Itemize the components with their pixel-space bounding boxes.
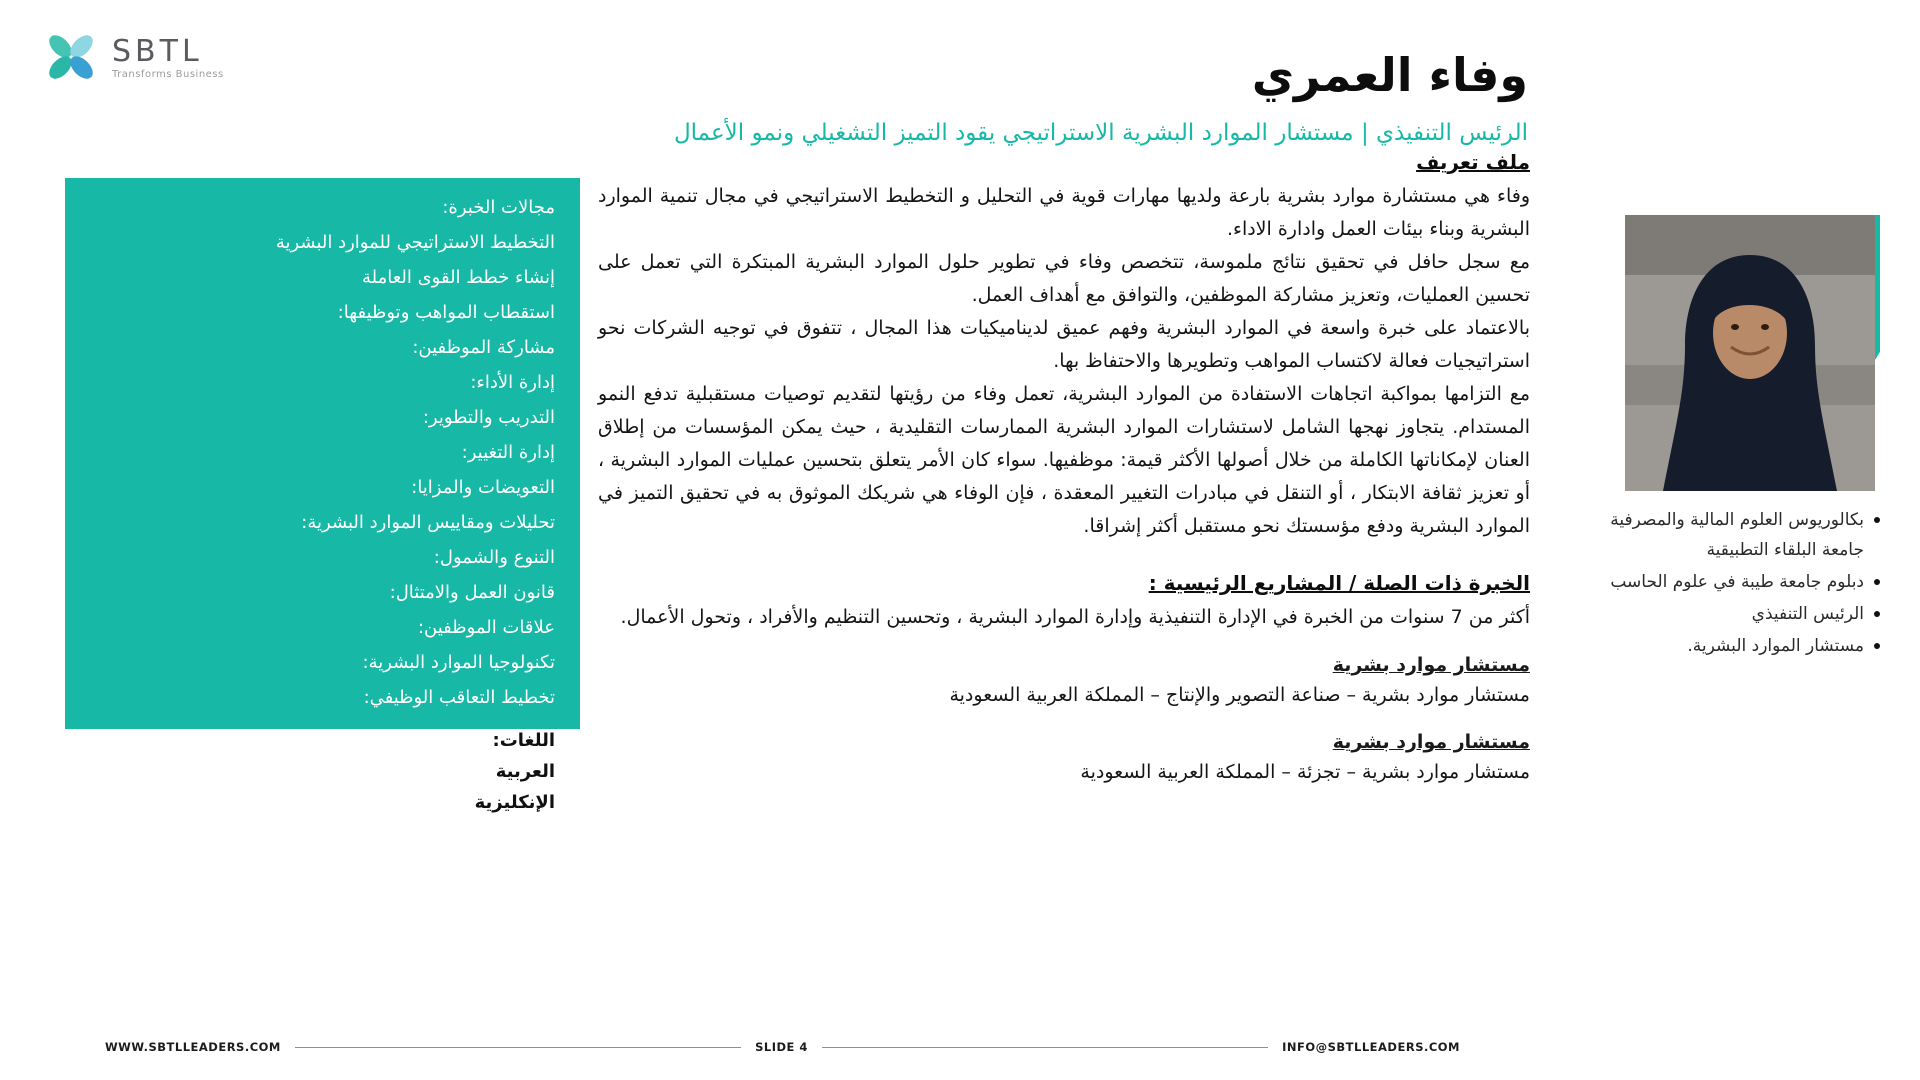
job-subtitle: الرئيس التنفيذي | مستشار الموارد البشرية الاستراتيجي يقود التميز التشغيلي ونمو الأعمال — [673, 120, 1528, 146]
main-content — [598, 150, 1530, 788]
expertise-item: التعويضات والمزايا: — [411, 477, 555, 498]
expertise-item: التنوع والشمول: — [433, 547, 555, 568]
bullet-icon — [1874, 643, 1880, 649]
expertise-item: تكنولوجيا الموارد البشرية: — [362, 652, 555, 673]
profile-paragraph: وفاء هي مستشارة موارد بشرية بارعة ولديها مهارات قوية في التحليل و التخطيط الاستراتيجي في مجال تنمية الموارد البشرية وبناء بيئات العمل وادارة الاداء. — [598, 185, 1530, 240]
footer — [105, 1040, 1460, 1054]
expertise-item: التدريب والتطوير: — [422, 407, 555, 428]
bullet-icon — [1874, 579, 1880, 585]
expertise-item: تحليلات ومقاييس الموارد البشرية: — [301, 512, 555, 533]
education-text: مستشار الموارد البشرية. — [1687, 636, 1864, 656]
education-text: بكالوريوس العلوم المالية والمصرفية جامعة البلقاء التطبيقية — [1610, 510, 1864, 560]
language-item: العربية — [495, 761, 555, 782]
education-text: الرئيس التنفيذي — [1751, 604, 1864, 624]
expertise-item: مشاركة الموظفين: — [412, 337, 555, 358]
languages-label: اللغات: — [492, 730, 555, 751]
logo-tagline: Transforms Business — [112, 69, 224, 80]
profile-paragraph: بالاعتماد على خبرة واسعة في الموارد البشرية وفهم عميق لديناميكيات هذا المجال ، تتفوق في توجيه الشركات نحو استراتيجيات فعالة لاكتساب المواهب وتطويرها والاحتفاظ بها. — [598, 317, 1530, 372]
sbtl-logo-icon — [40, 26, 102, 88]
role-detail: مستشار موارد بشرية – تجزئة – المملكة العربية السعودية — [1080, 761, 1530, 783]
role-detail: مستشار موارد بشرية – صناعة التصوير والإنتاج – المملكة العربية السعودية — [949, 684, 1530, 706]
expertise-item: علاقات الموظفين: — [417, 617, 555, 638]
profile-heading: ملف تعريف — [1416, 150, 1530, 174]
language-item: الإنكليزية — [474, 792, 555, 813]
role-title: مستشار موارد بشرية — [1332, 654, 1530, 676]
footer-email: INFO@SBTLLEADERS.COM — [1282, 1040, 1461, 1054]
profile-paragraph: مع التزامها بمواكبة اتجاهات الاستفادة من الموارد البشرية، تعمل وفاء من رؤيتها لتقديم توصيات مستقبلية تدفع النمو المستدام. يتجاوز نهجها الشامل لاستشارات الموارد البشرية الممارسات التقليدية ، حيث يمكن المؤسسات من إطلاق العنان لإمكاناتها الكاملة من خلال أصولها الأكثر قيمة: موظفيها. سواء كان الأمر يتعلق بتحسين عمليات الموارد البشرية ، أو تعزيز ثقافة الابتكار ، أو التنقل في مبادرات التغيير المعقدة ، فإن الوفاء هي شريكك الموثوق به في تحقيق التميز في الموارد البشرية ودفع مؤسستك نحو مستقبل أكثر إشراقا. — [598, 383, 1530, 537]
bullet-icon — [1874, 611, 1880, 617]
expertise-item: قانون العمل والامتثال: — [389, 582, 555, 603]
languages-section — [65, 725, 580, 818]
expertise-item: إدارة التغيير: — [461, 442, 555, 463]
list-item — [1600, 599, 1880, 629]
list-item — [1600, 631, 1880, 661]
expertise-item: التخطيط الاستراتيجي للموارد البشرية — [275, 232, 555, 253]
logo — [40, 26, 224, 88]
expertise-item: إدارة الأداء: — [470, 372, 555, 393]
footer-divider — [295, 1047, 741, 1048]
bullet-icon — [1874, 517, 1880, 523]
expertise-box — [65, 178, 580, 729]
role-title: مستشار موارد بشرية — [1332, 731, 1530, 753]
list-item — [1600, 567, 1880, 597]
experience-heading: الخبرة ذات الصلة / المشاريع الرئيسية : — [1148, 571, 1530, 595]
logo-text — [112, 34, 224, 80]
profile-photo — [1625, 215, 1875, 491]
footer-slide-number: SLIDE 4 — [755, 1040, 808, 1054]
logo-brand: SBTL — [112, 34, 203, 69]
expertise-item: مجالات الخبرة: — [442, 197, 555, 218]
profile-paragraph: مع سجل حافل في تحقيق نتائج ملموسة، تتخصص وفاء في تطوير حلول الموارد البشرية المبتكرة التي تعمل على تحسين العمليات، وتعزيز مشاركة الموظفين، والتوافق مع أهداف العمل. — [598, 251, 1530, 306]
profile-photo-image — [1625, 215, 1875, 491]
footer-website: WWW.SBTLLEADERS.COM — [105, 1040, 281, 1054]
expertise-item: إنشاء خطط القوى العاملة — [361, 267, 555, 288]
expertise-item: استقطاب المواهب وتوظيفها: — [337, 302, 555, 323]
expertise-item: تخطيط التعاقب الوظيفي: — [363, 687, 555, 708]
page-title-name: وفاء العمري — [1251, 48, 1528, 102]
education-list — [1600, 505, 1880, 663]
footer-divider — [822, 1047, 1268, 1048]
experience-intro: أكثر من 7 سنوات من الخبرة في الإدارة التنفيذية وإدارة الموارد البشرية ، وتحسين التنظيم والأفراد ، وتحول الأعمال. — [620, 606, 1530, 628]
list-item — [1600, 505, 1880, 565]
education-text: دبلوم جامعة طيبة في علوم الحاسب — [1610, 572, 1864, 592]
